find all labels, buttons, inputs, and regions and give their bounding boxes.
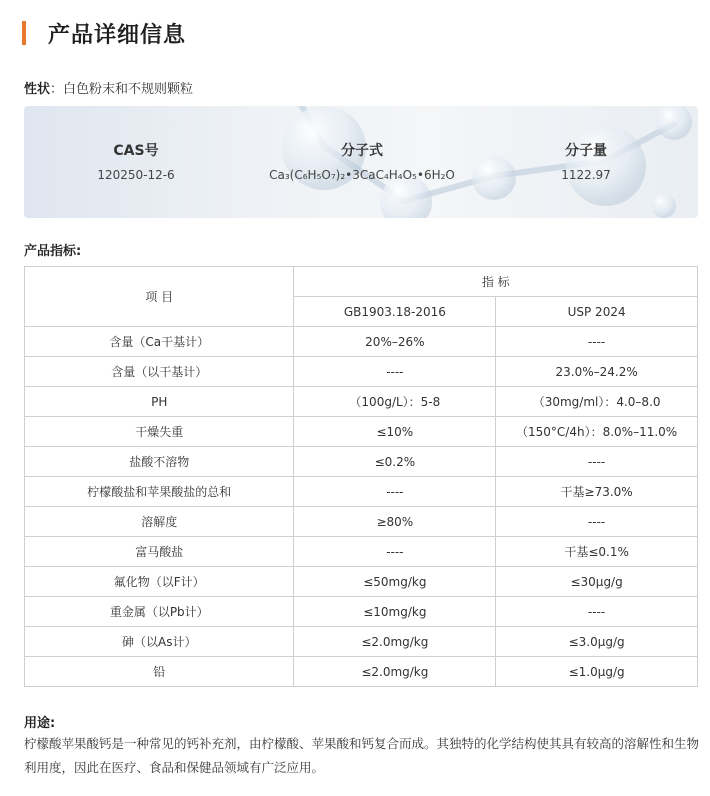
cell-usp: （150°C/4h）：8.0%–11.0% <box>496 417 698 447</box>
molecular-weight-cell <box>546 140 626 182</box>
molecular-weight-label: 分子量 <box>565 143 607 159</box>
cell-usp: 干基≤0.1% <box>496 537 698 567</box>
cell-item: 铅 <box>25 657 294 687</box>
property-line <box>24 78 193 97</box>
cell-item: 砷（以As计） <box>25 627 294 657</box>
cell-item: 富马酸盐 <box>25 537 294 567</box>
cell-gb: ≥80% <box>294 507 496 537</box>
table-row <box>25 417 698 447</box>
usage-text: 柠檬酸苹果酸钙是一种常见的钙补充剂，由柠檬酸、苹果酸和钙复合而成。其独特的化学结构使其具有较高的溶解性和生物利用度，因此在医疗、食品和保健品领域有广泛应用。 <box>24 736 700 775</box>
table-row <box>25 567 698 597</box>
spec-title: 产品指标: <box>24 244 82 259</box>
table-row <box>25 507 698 537</box>
table-row <box>25 327 698 357</box>
cell-usp: ≤1.0μg/g <box>496 657 698 687</box>
cell-usp: （30mg/ml）：4.0–8.0 <box>496 387 698 417</box>
cell-gb: ---- <box>294 477 496 507</box>
table-row <box>25 657 698 687</box>
formula-label: 分子式 <box>341 143 383 159</box>
cell-gb: ---- <box>294 537 496 567</box>
table-row <box>25 537 698 567</box>
cell-item: 含量（以干基计） <box>25 357 294 387</box>
cell-gb: ≤2.0mg/kg <box>294 627 496 657</box>
property-label: 性状 <box>24 82 51 97</box>
header-standard-usp: USP 2024 <box>496 297 698 327</box>
cell-usp: ---- <box>496 597 698 627</box>
title-accent-bar <box>22 21 26 45</box>
cell-usp: 干基≥73.0% <box>496 477 698 507</box>
formula-cell <box>252 140 472 182</box>
cell-item: 盐酸不溶物 <box>25 447 294 477</box>
table-row <box>25 477 698 507</box>
table-header-row <box>25 267 698 297</box>
cell-gb: ---- <box>294 357 496 387</box>
header-indicator: 指 标 <box>294 267 698 297</box>
cas-value: 120250-12-6 <box>97 168 175 182</box>
cell-gb: （100g/L）：5-8 <box>294 387 496 417</box>
usage-title: 用途: <box>24 716 56 731</box>
cell-usp: ---- <box>496 507 698 537</box>
table-row <box>25 627 698 657</box>
property-value: 白色粉末和不规则颗粒 <box>63 82 194 97</box>
header-standard-gb: GB1903.18-2016 <box>294 297 496 327</box>
cell-item: 重金属（以Pb计） <box>25 597 294 627</box>
cell-usp: ---- <box>496 447 698 477</box>
cell-gb: ≤0.2% <box>294 447 496 477</box>
cell-usp: 23.0%–24.2% <box>496 357 698 387</box>
cell-usp: ≤30μg/g <box>496 567 698 597</box>
table-row <box>25 387 698 417</box>
table-row <box>25 597 698 627</box>
cell-usp: ---- <box>496 327 698 357</box>
header-item: 项 目 <box>25 267 294 327</box>
table-row <box>25 357 698 387</box>
cell-item: 柠檬酸盐和苹果酸盐的总和 <box>25 477 294 507</box>
cell-item: 含量（Ca干基计） <box>25 327 294 357</box>
formula-value: Ca₃(C₆H₅O₇)₂•3CaC₄H₄O₅•6H₂O <box>269 168 455 182</box>
cas-label: CAS号 <box>113 143 159 159</box>
cell-gb: ≤2.0mg/kg <box>294 657 496 687</box>
molecular-weight-value: 1122.97 <box>561 168 611 182</box>
cell-gb: ≤10mg/kg <box>294 597 496 627</box>
table-row <box>25 447 698 477</box>
info-banner <box>24 106 698 218</box>
cell-item: 溶解度 <box>25 507 294 537</box>
cell-gb: 20%–26% <box>294 327 496 357</box>
property-separator: ： <box>50 82 64 97</box>
cell-item: PH <box>25 387 294 417</box>
cell-item: 氟化物（以F计） <box>25 567 294 597</box>
cas-cell <box>86 140 186 182</box>
section-header <box>22 18 186 48</box>
page-title: 产品详细信息 <box>48 22 187 48</box>
spec-table <box>24 266 698 687</box>
cell-item: 干燥失重 <box>25 417 294 447</box>
cell-gb: ≤50mg/kg <box>294 567 496 597</box>
cell-gb: ≤10% <box>294 417 496 447</box>
cell-usp: ≤3.0μg/g <box>496 627 698 657</box>
